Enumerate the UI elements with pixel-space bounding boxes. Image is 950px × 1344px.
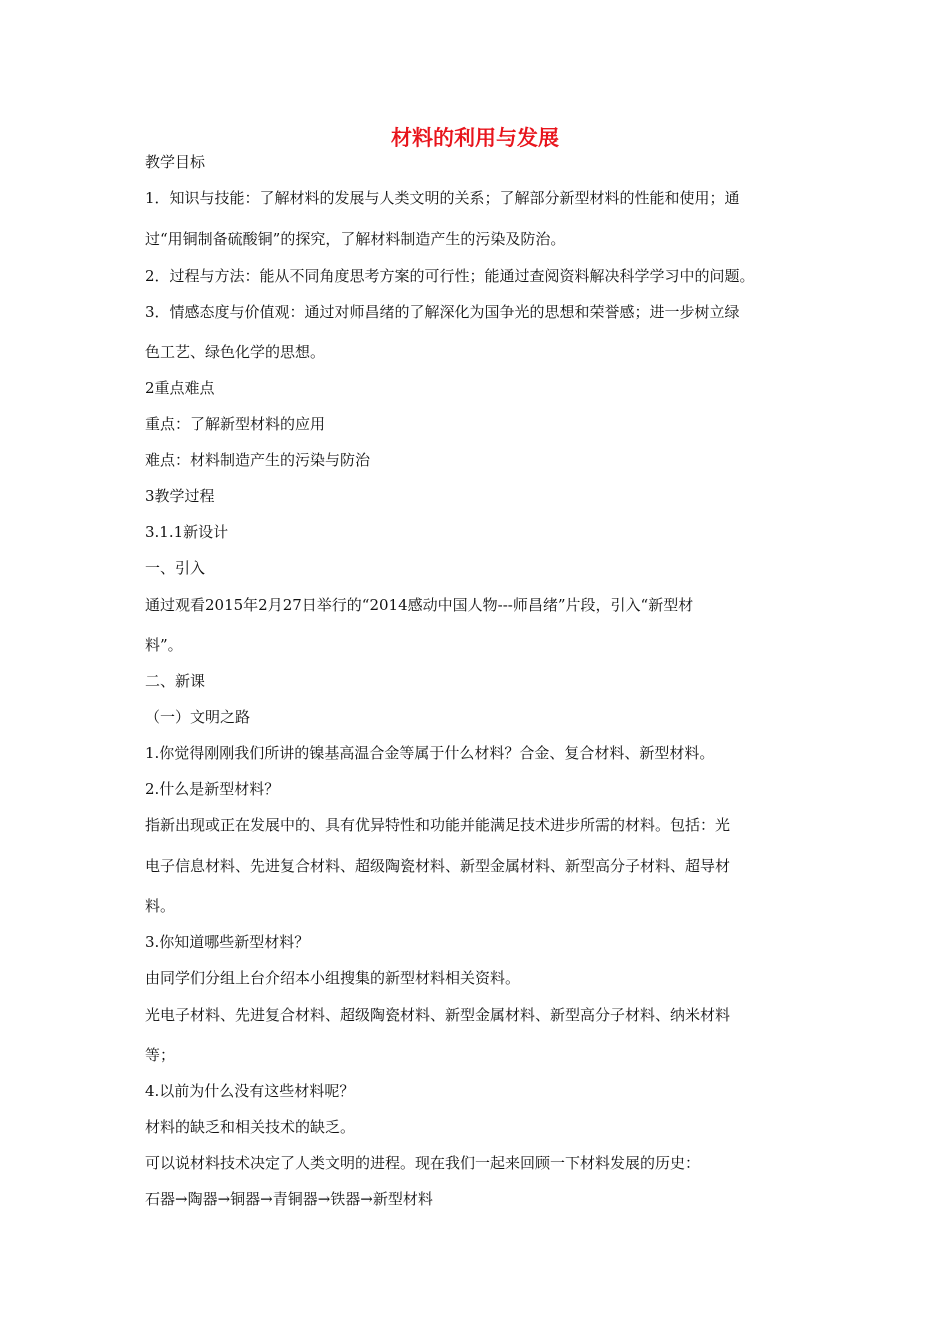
paragraph-line: 重点：了解新型材料的应用 — [145, 415, 326, 433]
paragraph-line: 1.你觉得刚刚我们所讲的镍基高温合金等属于什么材料？合金、复合材料、新型材料。 — [145, 744, 715, 762]
heading-teaching-goals: 教学目标 — [145, 153, 206, 171]
paragraph-line: 指新出现或正在发展中的、具有优异特性和功能并能满足技术进步所需的材料。包括：光 — [145, 816, 731, 834]
paragraph-line: 过“用铜制备硫酸铜”的探究，了解材料制造产生的污染及防治。 — [145, 230, 566, 248]
paragraph-line: 材料的缺乏和相关技术的缺乏。 — [145, 1118, 356, 1136]
heading-introduction: 一、引入 — [145, 559, 206, 577]
paragraph-line: 3.你知道哪些新型材料？ — [145, 933, 310, 951]
paragraph-line: 料。 — [145, 897, 176, 915]
paragraph-line: 石器→陶器→铜器→青铜器→铁器→新型材料 — [145, 1190, 433, 1208]
paragraph-line: 料”。 — [145, 636, 183, 654]
paragraph-line: 色工艺、绿色化学的思想。 — [145, 343, 326, 361]
paragraph-line: 1．知识与技能：了解材料的发展与人类文明的关系；了解部分新型材料的性能和使用；通 — [145, 189, 740, 207]
paragraph-line: 难点：材料制造产生的污染与防治 — [145, 451, 371, 469]
paragraph-line: 由同学们分组上台介绍本小组搜集的新型材料相关资料。 — [145, 969, 521, 987]
heading-new-design: 3.1.1新设计 — [145, 523, 229, 541]
heading-civilization-road: （一）文明之路 — [145, 708, 251, 726]
paragraph-line: 光电子材料、先进复合材料、超级陶瓷材料、新型金属材料、新型高分子材料、纳米材料 — [145, 1006, 731, 1024]
heading-new-lesson: 二、新课 — [145, 672, 206, 690]
paragraph-line: 3．情感态度与价值观：通过对师昌绪的了解深化为国争光的思想和荣誉感；进一步树立绿 — [145, 303, 740, 321]
paragraph-line: 可以说材料技术决定了人类文明的进程。现在我们一起来回顾一下材料发展的历史： — [145, 1154, 701, 1172]
paragraph-line: 等； — [145, 1046, 176, 1064]
paragraph-line: 2.什么是新型材料？ — [145, 780, 280, 798]
paragraph-line: 4.以前为什么没有这些材料呢？ — [145, 1082, 355, 1100]
heading-teaching-process: 3教学过程 — [145, 487, 215, 505]
paragraph-line: 通过观看2015年2月27日举行的“2014感动中国人物---师昌绪”片段，引入“新型材 — [145, 596, 694, 614]
paragraph-line: 2．过程与方法：能从不同角度思考方案的可行性；能通过查阅资料解决科学学习中的问题。 — [145, 267, 755, 285]
heading-key-points: 2重点难点 — [145, 379, 215, 397]
document-title: 材料的利用与发展 — [391, 126, 559, 150]
paragraph-line: 电子信息材料、先进复合材料、超级陶瓷材料、新型金属材料、新型高分子材料、超导材 — [145, 857, 731, 875]
